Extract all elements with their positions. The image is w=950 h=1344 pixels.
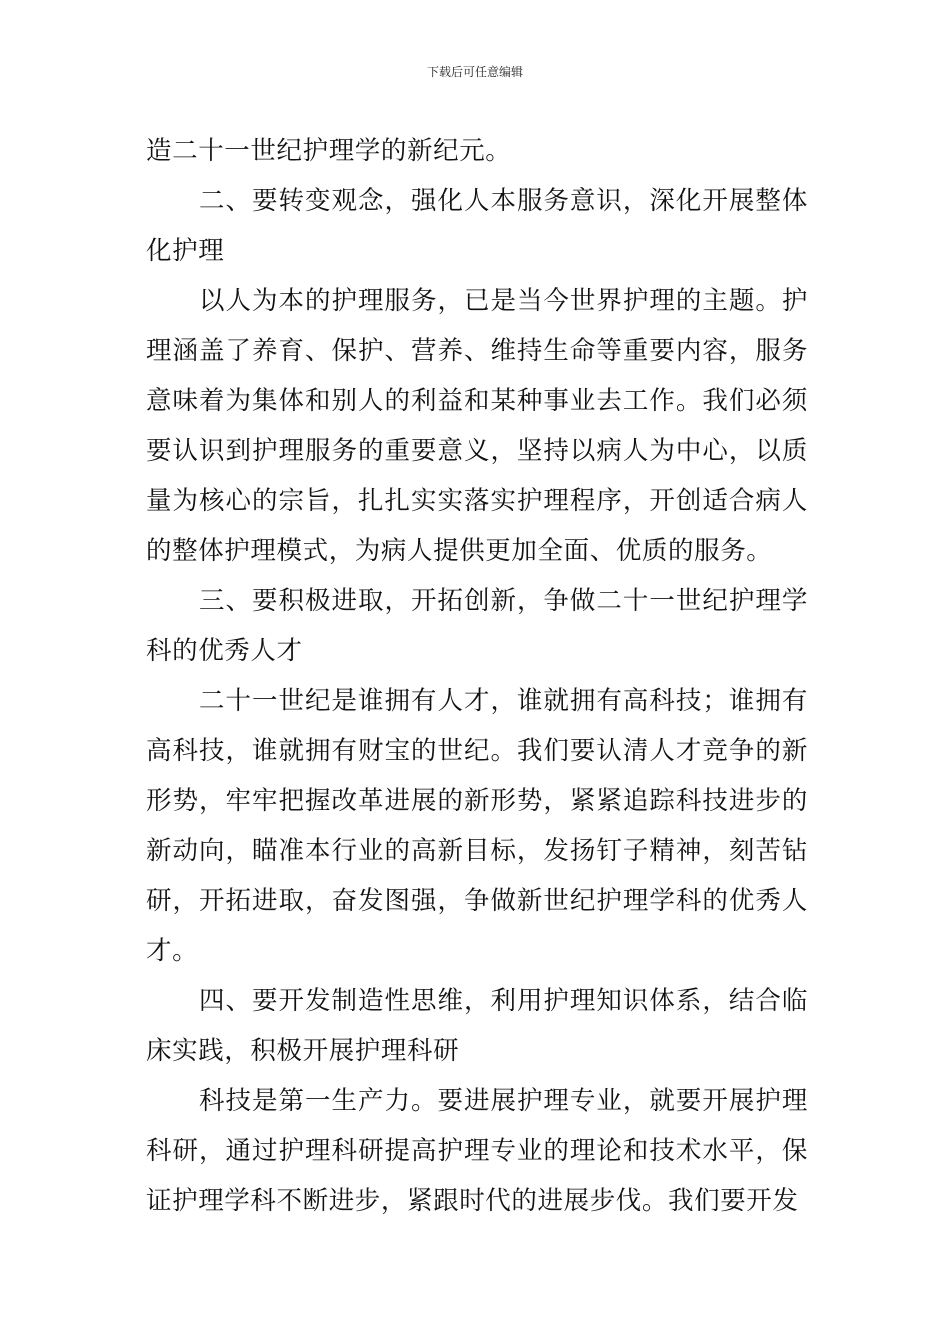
paragraph-continuation: 造二十一世纪护理学的新纪元。 bbox=[146, 136, 512, 166]
paragraph-body: 科技是第一生产力。要进展护理专业，就要开展护理科研，通过护理科研提高护理专业的理论和技术水平，保证护理学科不断进步，紧跟时代的进展步伐。我们要开发 bbox=[146, 1086, 808, 1216]
document-body bbox=[146, 126, 808, 1226]
paragraph-body: 二十一世纪是谁拥有人才，谁就拥有高科技；谁拥有高科技，谁就拥有财宝的世纪。我们要认清人才竞争的新形势，牢牢把握改革进展的新形势，紧紧追踪科技进步的新动向，瞄准本行业的高新目标，发扬钉子精神，刻苦钻研，开拓进取，奋发图强，争做新世纪护理学科的优秀人才。 bbox=[146, 686, 808, 966]
paragraph-body: 以人为本的护理服务，已是当今世界护理的主题。护理涵盖了养育、保护、营养、维持生命等重要内容，服务意味着为集体和别人的利益和某种事业去工作。我们必须要认识到护理服务的重要意义，坚持以病人为中心，以质量为核心的宗旨，扎扎实实落实护理程序，开创适合病人的整体护理模式，为病人提供更加全面、优质的服务。 bbox=[146, 286, 808, 566]
section-heading-2: 二、要转变观念，强化人本服务意识，深化开展整体化护理 bbox=[146, 186, 808, 266]
section-heading-4: 四、要开发制造性思维，利用护理知识体系，结合临床实践，积极开展护理科研 bbox=[146, 986, 808, 1066]
page-header: 下载后可任意编辑 bbox=[426, 65, 523, 79]
section-heading-3: 三、要积极进取，开拓创新，争做二十一世纪护理学科的优秀人才 bbox=[146, 586, 808, 666]
